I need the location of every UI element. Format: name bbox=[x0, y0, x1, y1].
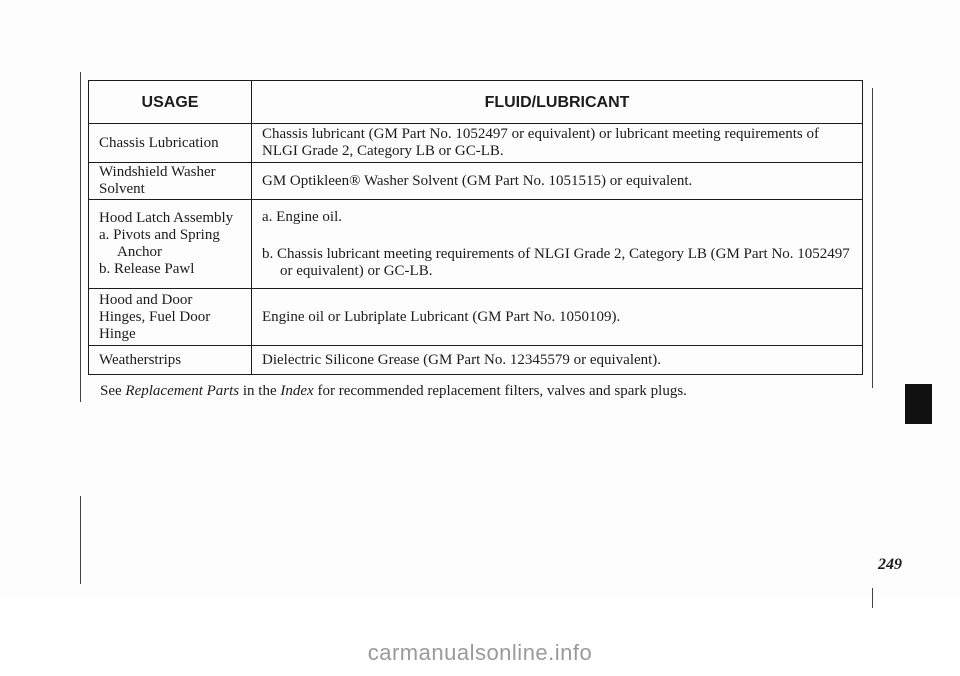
usage-cell: Hood and Door Hinges, Fuel Door Hinge bbox=[89, 289, 252, 346]
fluid-cell: Chassis lubricant (GM Part No. 1052497 or equivalent) or lubricant meeting requirements of NLGI Grade 2, Category LB or GC-LB. bbox=[252, 124, 863, 163]
fluid-cell: Engine oil or Lubriplate Lubricant (GM Part No. 1050109). bbox=[252, 289, 863, 346]
note-reference: Replacement Parts bbox=[125, 383, 240, 399]
table-row bbox=[89, 124, 863, 163]
page-number: 249 bbox=[878, 556, 902, 573]
table-row bbox=[89, 200, 863, 289]
watermark: carmanualsonline.info bbox=[367, 640, 593, 665]
page-margin-rule bbox=[80, 72, 81, 402]
usage-subitem: a. Pivots and Spring Anchor bbox=[99, 227, 220, 260]
usage-title: Hood Latch Assembly bbox=[99, 210, 234, 226]
usage-cell: Chassis Lubrication bbox=[89, 124, 252, 163]
fluid-cell: GM Optikleen® Washer Solvent (GM Part No. 1051515) or equivalent. bbox=[252, 163, 863, 200]
note-text: for recommended replacement filters, valves and spark plugs. bbox=[317, 383, 687, 399]
lubricant-table bbox=[88, 80, 863, 375]
usage-cell: Weatherstrips bbox=[89, 346, 252, 375]
table-header-row bbox=[89, 81, 863, 124]
page-margin-rule bbox=[872, 88, 873, 388]
fluid-subitem: b. Chassis lubricant meeting requirements of NLGI Grade 2, Category LB (GM Part No. 1052497 or equivalent) or GC-LB. bbox=[262, 245, 850, 279]
fluid-cell: Dielectric Silicone Grease (GM Part No. 12345579 or equivalent). bbox=[252, 346, 863, 375]
note-reference: Index bbox=[280, 383, 314, 399]
note-text: in the bbox=[242, 383, 277, 399]
table-row bbox=[89, 346, 863, 375]
usage-cell: Windshield Washer Solvent bbox=[89, 163, 252, 200]
fluid-subitem: a. Engine oil. bbox=[262, 208, 342, 225]
fluid-cell bbox=[252, 200, 863, 289]
page-margin-rule bbox=[80, 496, 81, 584]
table-row bbox=[89, 163, 863, 200]
usage-cell bbox=[89, 200, 252, 289]
section-tab-marker bbox=[905, 384, 932, 424]
usage-subitem: b. Release Pawl bbox=[99, 261, 195, 277]
replacement-parts-note bbox=[100, 383, 687, 400]
page-margin-rule bbox=[872, 588, 873, 608]
fluid-column-header: FLUID/LUBRICANT bbox=[252, 81, 863, 124]
table-row bbox=[89, 289, 863, 346]
usage-column-header: USAGE bbox=[89, 81, 252, 124]
note-text: See bbox=[100, 383, 122, 399]
